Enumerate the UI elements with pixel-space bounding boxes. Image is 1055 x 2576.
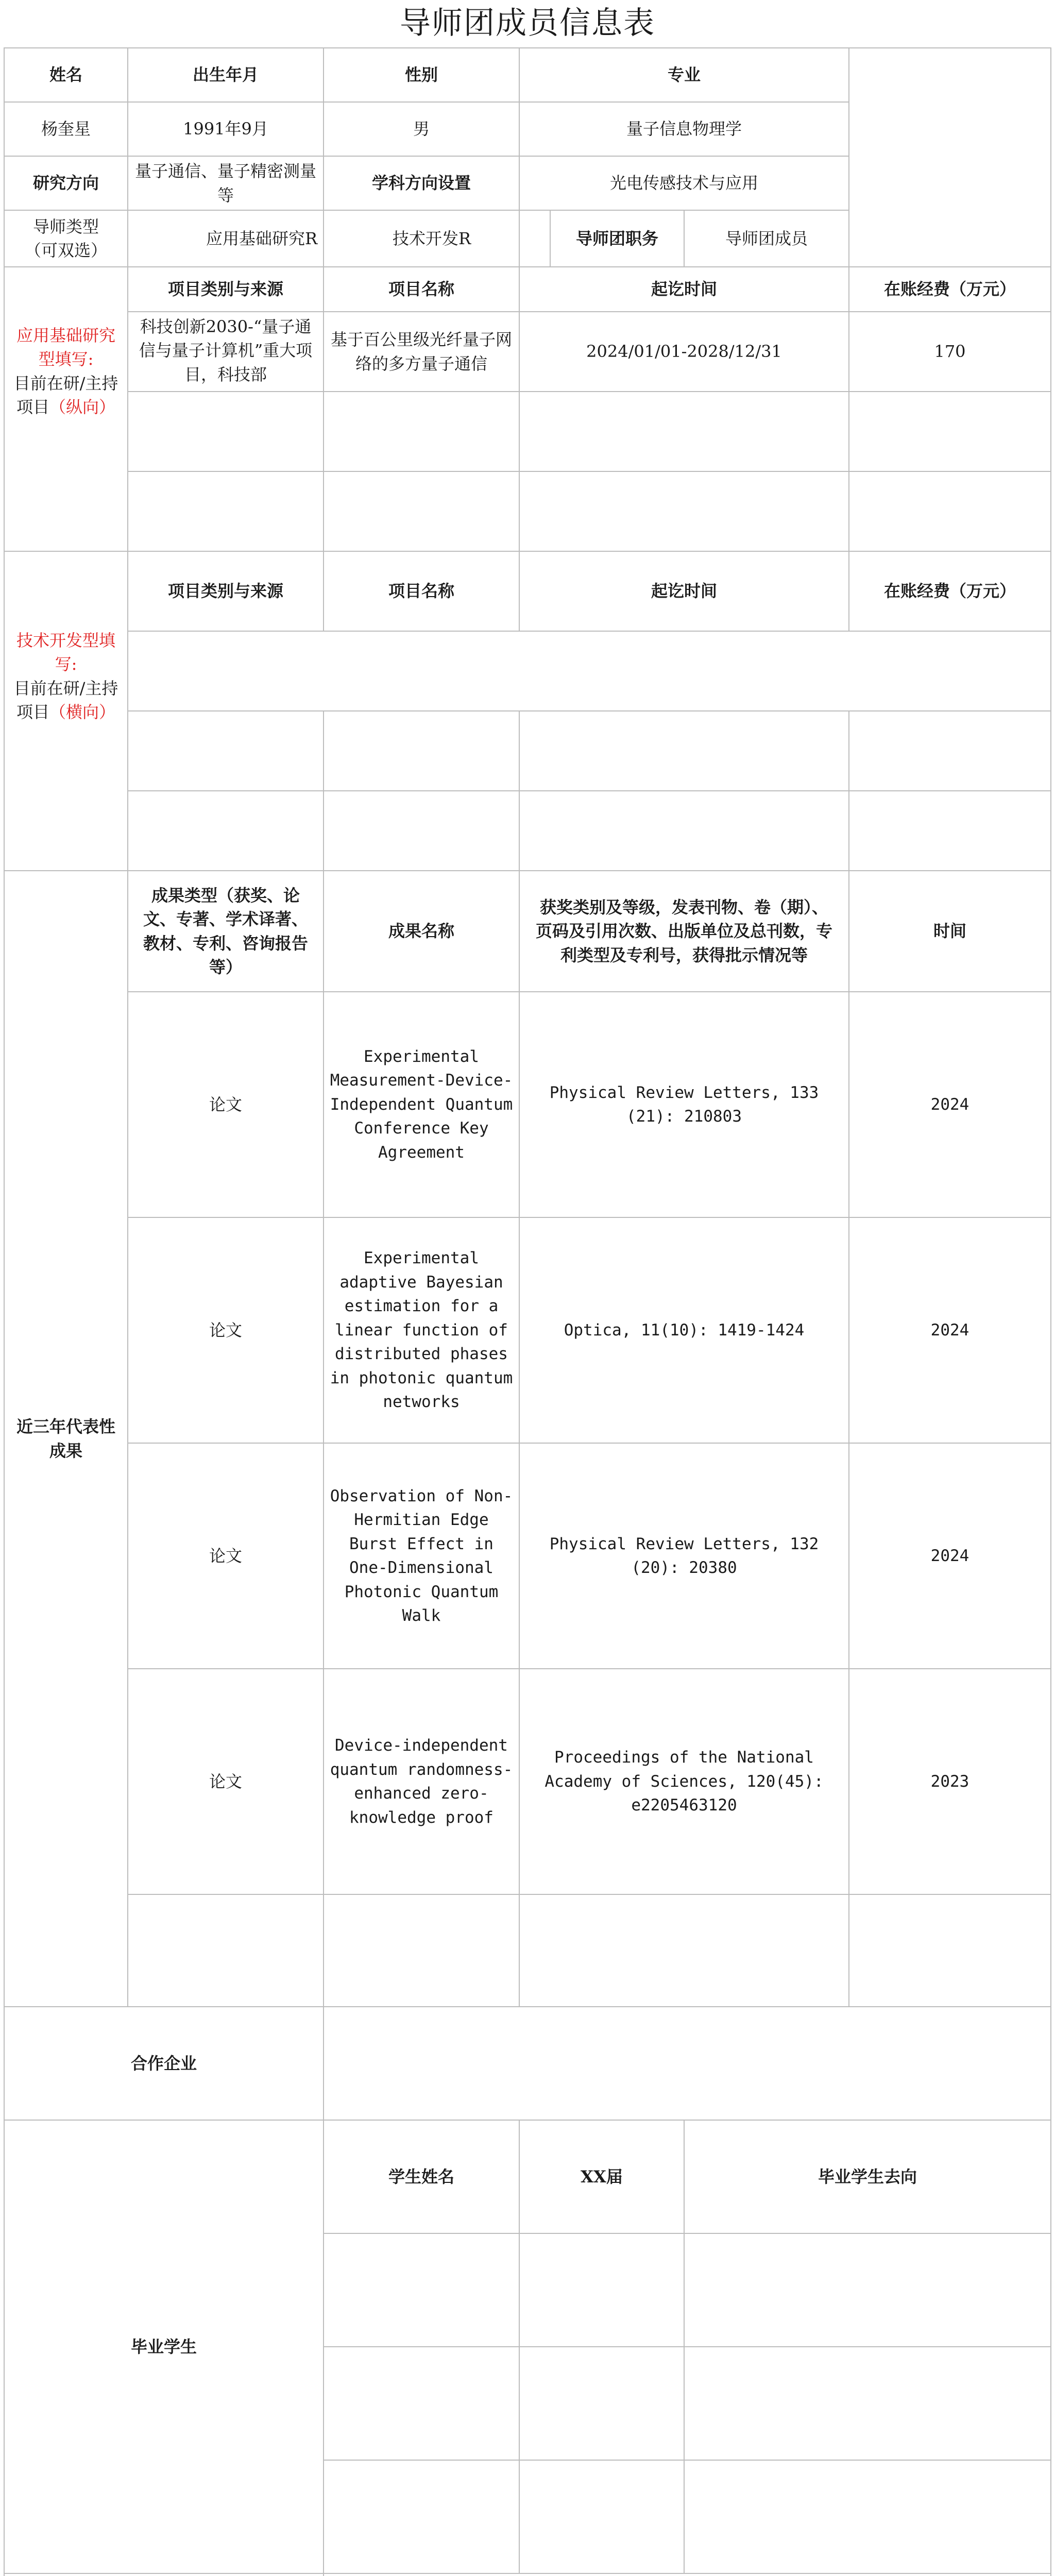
achievements-header-type: 成果类型（获奖、论文、专著、学术译著、教材、专利、咨询报告等） (143, 885, 308, 977)
achievement-name: Experimental Measurement-Device-Independent Quantum Conference Key Agreement (330, 1047, 513, 1162)
vertical-header-period: 起讫时间 (651, 279, 717, 299)
graduates-header-name: 学生姓名 (388, 2166, 454, 2187)
vertical-row-name: 基于百公里级光纤量子网络的多方量子通信 (330, 330, 512, 374)
mentor-type-label: 导师类型（可双选） (24, 216, 107, 260)
graduates-header-destination: 毕业学生去向 (818, 2166, 917, 2187)
horizontal-projects-label-main: 目前在研/主持项目 (13, 678, 118, 722)
achievement-type: 论文 (209, 1094, 242, 1114)
vertical-header-source: 项目类别与来源 (167, 279, 283, 299)
achievements-header-detail: 获奖类别及等级，发表刊物、卷（期）、页码及引用次数、出版单位及总刊数，专利类型及专利号，获得批示情况等 (535, 897, 832, 965)
vertical-row-period: 2024/01/01-2028/12/31 (586, 342, 782, 362)
duty-value: 导师团成员 (725, 228, 808, 248)
achievement-detail: Physical Review Letters, 132 (20): 20380 (549, 1534, 819, 1577)
achievement-detail: Optica, 11(10): 1419-1424 (564, 1320, 805, 1340)
graduates-label: 毕业学生 (130, 2336, 197, 2357)
achievement-year: 2024 (930, 1320, 969, 1340)
horizontal-projects-label-tag: （横向） (49, 702, 116, 722)
major-label: 专业 (667, 65, 701, 85)
enterprise-label: 合作企业 (130, 2053, 197, 2073)
achievements-label: 近三年代表性成果 (16, 1417, 115, 1461)
achievement-type: 论文 (209, 1546, 242, 1566)
vertical-projects-label-red: 应用基础研究型填写: (16, 326, 115, 369)
research-label: 研究方向 (32, 173, 99, 193)
enterprise-value (324, 2007, 1051, 2120)
achievement-name: Device-independent quantum randomness-enhanced zero-knowledge proof (330, 1736, 513, 1827)
achievement-detail: Proceedings of the National Academy of Sciences, 120(45): e2205463120 (544, 1748, 824, 1815)
achievement-name: Experimental adaptive Bayesian estimation for a linear function of distributed phases in photonic quantum networks (330, 1249, 513, 1412)
achievements-header-name: 成果名称 (388, 921, 454, 941)
discipline-value: 光电传感技术与应用 (609, 173, 758, 193)
achievement-name: Observation of Non-Hermitian Edge Burst Effect in One-Dimensional Photonic Quantum Walk (330, 1486, 513, 1625)
requirements-label (4, 2573, 324, 2576)
vertical-projects-label-main: 目前在研/主持项目 (13, 373, 118, 417)
horizontal-projects-label (4, 551, 128, 871)
birth-label: 出生年月 (192, 65, 259, 85)
vertical-projects-label (4, 267, 128, 551)
vertical-row-source: 科技创新2030-“量子通信与量子计算机”重大项目，科技部 (139, 317, 313, 384)
gender-label: 性别 (404, 65, 438, 85)
duty-label: 导师团职务 (575, 228, 658, 248)
birth-value: 1991年9月 (183, 119, 268, 139)
horizontal-header-period: 起讫时间 (651, 581, 717, 601)
requirements-value (324, 2573, 1051, 2576)
achievements-header-year: 时间 (933, 921, 966, 941)
horizontal-header-name: 项目名称 (388, 581, 454, 601)
horizontal-header-funds: 在账经费（万元） (883, 581, 1016, 601)
vertical-projects-label-tag: （纵向） (49, 397, 116, 417)
gender-value: 男 (413, 119, 430, 139)
achievement-detail: Physical Review Letters, 133 (21): 210803 (549, 1083, 819, 1126)
major-value: 量子信息物理学 (626, 119, 742, 139)
horizontal-header-source: 项目类别与来源 (167, 581, 283, 601)
discipline-label: 学科方向设置 (371, 173, 471, 193)
vertical-header-funds: 在账经费（万元） (883, 279, 1016, 299)
achievement-type: 论文 (209, 1771, 242, 1791)
page-title: 导师团成员信息表 (400, 5, 655, 41)
research-value: 量子通信、量子精密测量等 (134, 161, 316, 205)
graduates-header-class: XX届 (581, 2166, 623, 2187)
achievement-year: 2023 (930, 1772, 969, 1791)
achievement-year: 2024 (930, 1095, 969, 1114)
name-value: 杨奎星 (41, 119, 91, 139)
name-label: 姓名 (49, 65, 82, 85)
achievement-year: 2024 (930, 1546, 969, 1565)
mentor-type-option-applied: 应用基础研究R (206, 228, 318, 248)
vertical-row-funds: 170 (934, 342, 966, 362)
vertical-header-name: 项目名称 (388, 279, 454, 299)
mentor-type-option-tech: 技术开发R (392, 228, 471, 248)
horizontal-projects-label-red: 技术开发型填写: (16, 631, 115, 674)
achievement-type: 论文 (209, 1320, 242, 1340)
